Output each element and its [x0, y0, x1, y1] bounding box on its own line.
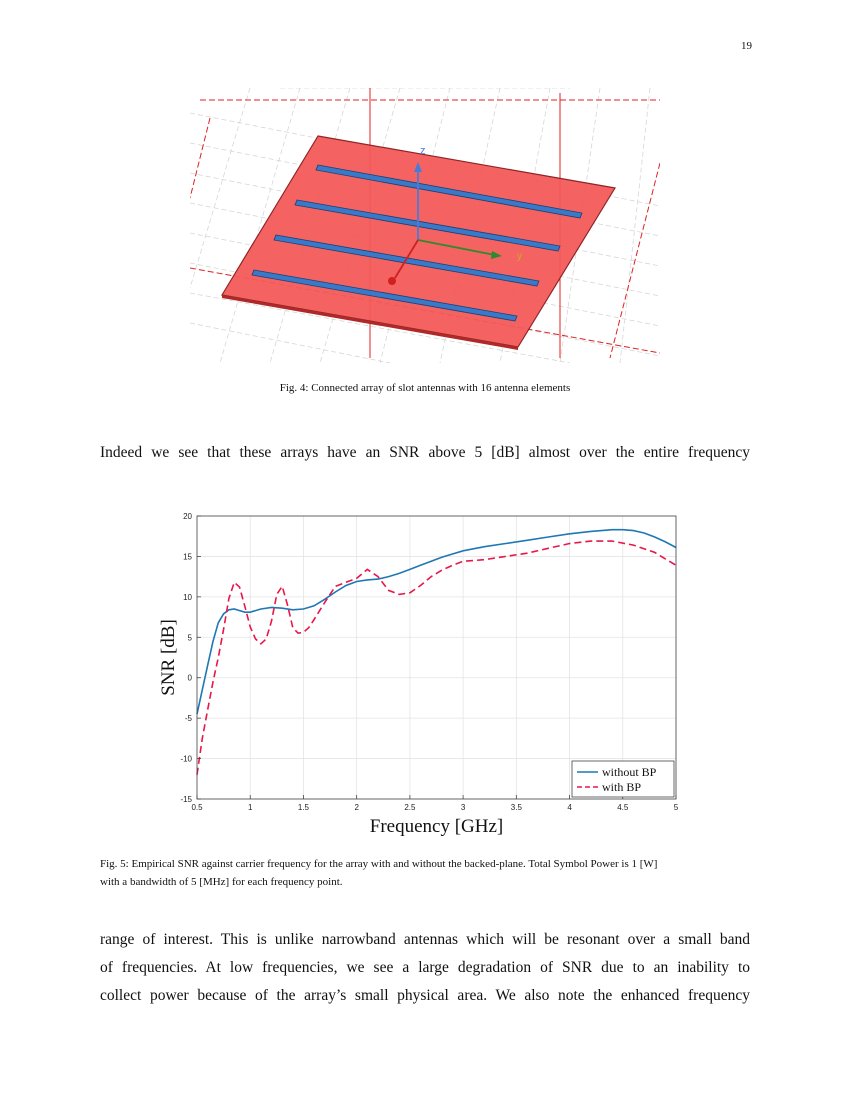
snr-chart	[150, 506, 690, 844]
y-tick-label: -10	[180, 754, 192, 764]
antenna-array-render	[190, 88, 660, 363]
paragraph2-line-2: of frequencies. At low frequencies, we see a large degradation of SNR due to an inability to	[100, 959, 750, 976]
figure5-caption	[100, 855, 750, 891]
figure5-caption-line-2: with a bandwidth of 5 [MHz] for each frequency point.	[100, 876, 343, 888]
x-tick-label: 4	[567, 803, 572, 812]
paragraph2-line-1: range of interest. This is unlike narrowband antennas which will be resonant over a small band	[100, 931, 750, 948]
axis-label-y: y	[517, 251, 522, 262]
x-tick-label: 3	[460, 803, 466, 812]
legend-label-2: with BP	[602, 780, 642, 794]
x-axis-label: Frequency [GHz]	[369, 816, 504, 837]
x-tick-label: 4.5	[617, 803, 629, 812]
y-tick-label: 10	[183, 592, 192, 602]
x-tick-label: 2	[354, 803, 359, 812]
x-tick-label: 2.5	[404, 803, 416, 812]
figure5-caption-line-1: Fig. 5: Empirical SNR against carrier frequency for the array with and without the backed-plane. Total Symbol Power is 1 [W]	[100, 858, 658, 870]
y-tick-label: -15	[180, 795, 192, 804]
y-tick-label: 0	[187, 673, 192, 683]
body-paragraph-1: Indeed we see that these arrays have an SNR above 5 [dB] almost over the entire frequency	[100, 444, 750, 461]
legend-label-1: without BP	[602, 765, 657, 779]
paragraph2-line-3: collect power because of the array’s small physical area. We also note the enhanced frequency	[100, 987, 750, 1004]
x-tick-label: 1.5	[297, 803, 310, 812]
y-axis-label: SNR [dB]	[158, 619, 179, 696]
page-number: 19	[741, 40, 752, 52]
y-tick-label: -5	[184, 714, 192, 724]
body-paragraph-2	[100, 926, 750, 1010]
y-tick-label: 5	[187, 633, 192, 643]
x-tick-label: 3.5	[510, 803, 522, 812]
x-tick-label: 5	[673, 803, 679, 812]
axis-label-z: z	[420, 145, 426, 157]
y-tick-label: 20	[183, 512, 192, 521]
x-tick-label: 1	[247, 803, 253, 812]
figure4-caption: Fig. 4: Connected array of slot antennas with 16 antenna elements	[279, 382, 571, 394]
y-tick-label: 15	[183, 552, 192, 562]
x-tick-label: 0.5	[191, 803, 203, 812]
